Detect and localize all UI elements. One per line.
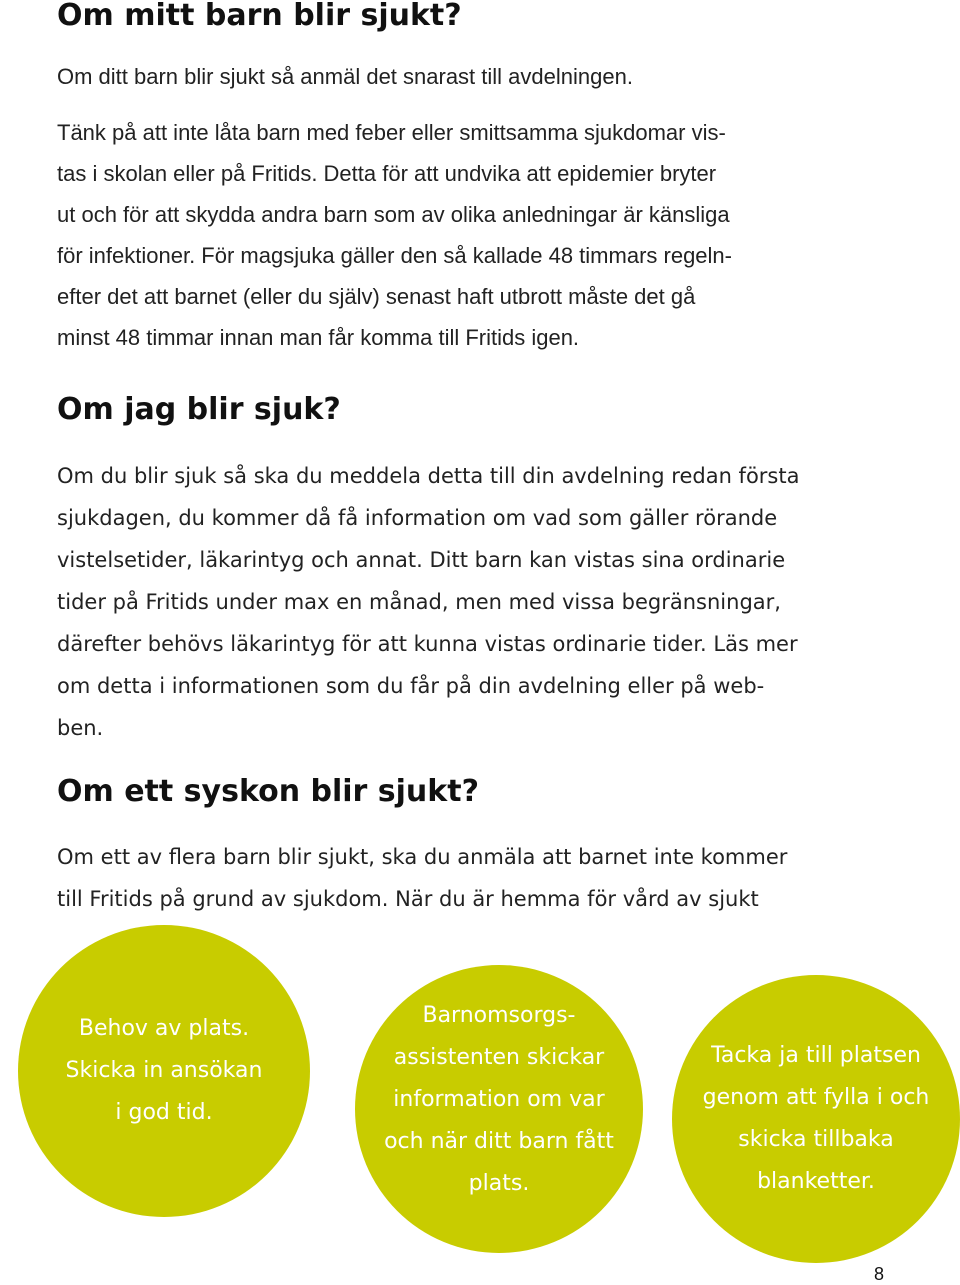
circle-line: i god tid. [115, 1100, 213, 1125]
text-line: minst 48 timmar innan man får komma till Fritids igen. [57, 325, 580, 350]
circle-text [384, 995, 614, 1205]
info-circle-apply [18, 925, 310, 1217]
paragraph-fever-advice [57, 112, 897, 358]
circle-text [703, 1035, 930, 1203]
text-line: tider på Fritids under max en månad, men med vissa begränsningar, [57, 590, 781, 614]
circle-line: Skicka in ansökan [65, 1058, 263, 1083]
circle-line: skicka tillbaka [738, 1127, 894, 1152]
circle-line: och när ditt barn fått [384, 1129, 614, 1154]
info-circle-accept [672, 975, 960, 1263]
heading-sibling-sick: Om ett syskon blir sjukt? [57, 774, 479, 809]
circle-line: assistenten skickar [393, 1045, 605, 1070]
circle-line: Barnomsorgs- [422, 1003, 576, 1028]
text-line: om detta i informationen som du får på din avdelning eller på web- [57, 674, 765, 698]
text-line: sjukdagen, du kommer då få information om vad som gäller rörande [57, 506, 778, 530]
heading-sick-child: Om mitt barn blir sjukt? [57, 0, 462, 33]
text-line: till Fritids på grund av sjukdom. När du är hemma för vård av sjukt [57, 887, 759, 911]
circle-line: Tacka ja till platsen [711, 1043, 921, 1068]
circle-line: Behov av plats. [78, 1016, 250, 1041]
circle-line: plats. [468, 1171, 530, 1196]
paragraph-parent-sick [57, 455, 897, 749]
text-line: för infektioner. För magsjuka gäller den så kallade 48 timmars regeln- [57, 243, 732, 268]
circle-line: blanketter. [757, 1169, 875, 1194]
page-number: 8 [874, 1264, 885, 1284]
info-circle-assistant [355, 965, 643, 1253]
text-line: tas i skolan eller på Fritids. Detta för att undvika att epidemier bryter [57, 161, 717, 186]
text-line: Om du blir sjuk så ska du meddela detta till din avdelning redan första [57, 464, 800, 488]
paragraph-report-sick [57, 56, 897, 97]
paragraph-sibling-sick [57, 836, 897, 920]
text-line: Om ditt barn blir sjukt så anmäl det snarast till avdelningen. [57, 64, 633, 89]
text-line: efter det att barnet (eller du själv) senast haft utbrott måste det gå [57, 284, 696, 309]
text-line: vistelsetider, läkarintyg och annat. Ditt barn kan vistas sina ordinarie [57, 548, 786, 572]
circle-line: genom att fylla i och [702, 1085, 930, 1110]
circle-text [66, 1008, 263, 1134]
text-line: Om ett av flera barn blir sjukt, ska du anmäla att barnet inte kommer [57, 845, 788, 869]
text-line: därefter behövs läkarintyg för att kunna vistas ordinarie tider. Läs mer [57, 632, 798, 656]
circle-line: information om var [393, 1087, 605, 1112]
text-line: Tänk på att inte låta barn med feber eller smittsamma sjukdomar vis- [57, 120, 726, 145]
text-line: ut och för att skydda andra barn som av olika anledningar är känsliga [57, 202, 730, 227]
heading-parent-sick: Om jag blir sjuk? [57, 392, 341, 427]
text-line: ben. [57, 716, 104, 740]
